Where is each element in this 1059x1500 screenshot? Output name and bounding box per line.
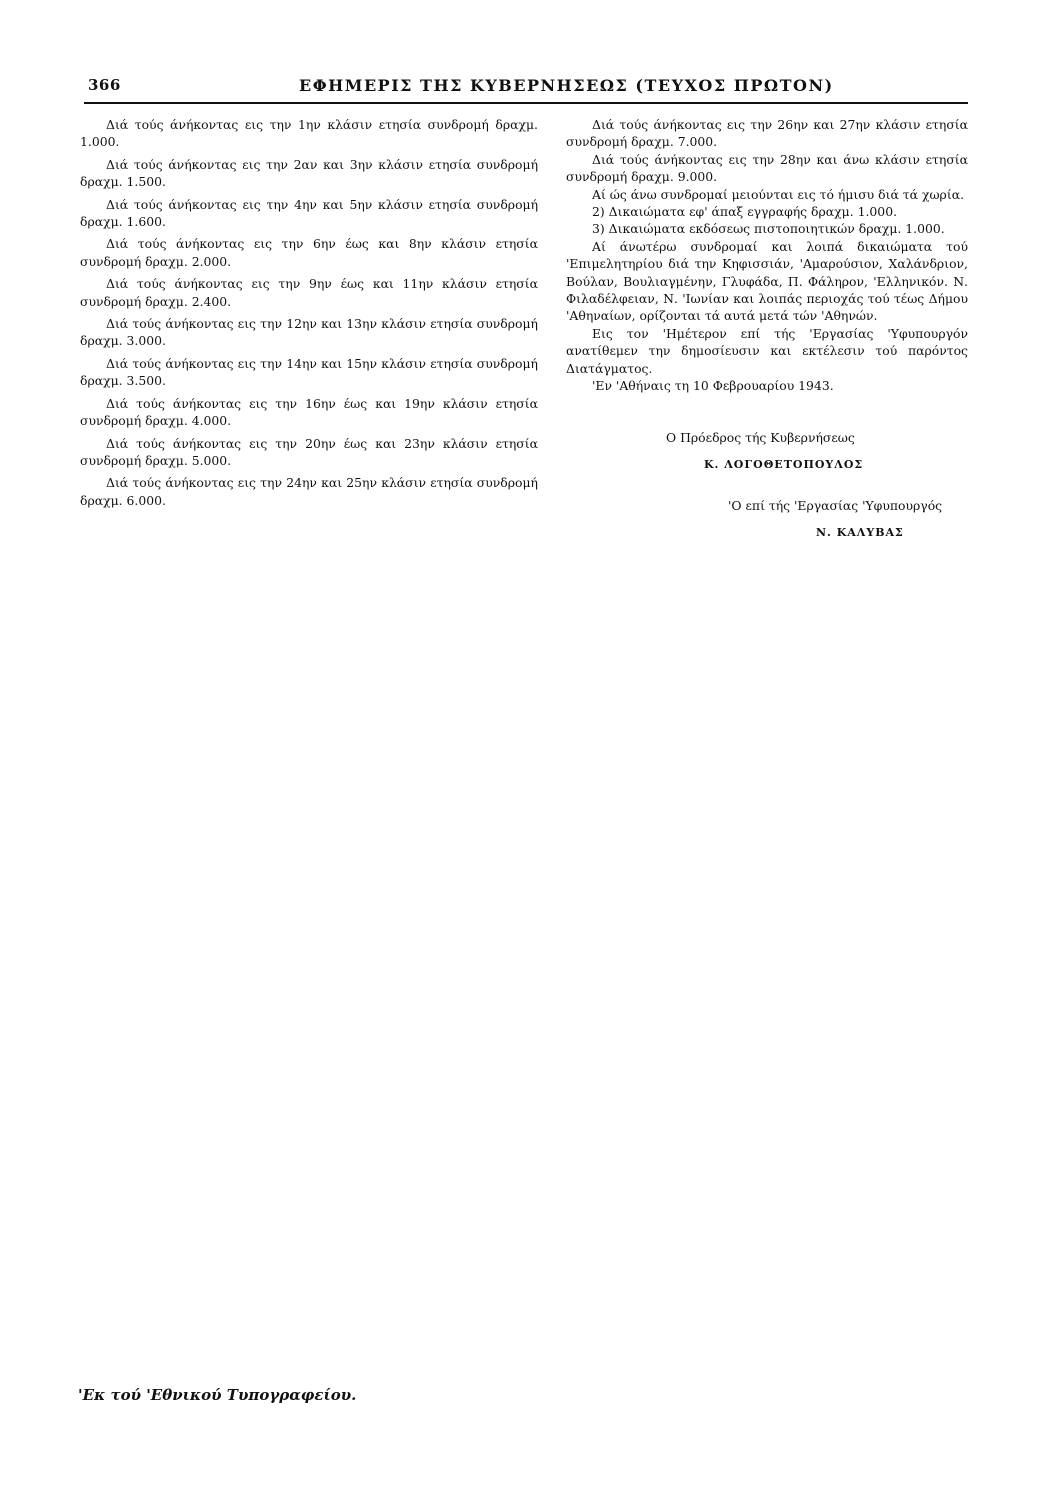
running-title: ΕΦΗΜΕΡΙΣ ΤΗΣ ΚΥΒΕΡΝΗΣΕΩΣ (ΤΕΥΧΟΣ ΠΡΩΤΟΝ) <box>299 76 834 95</box>
paragraph: 3) Δικαιώματα εκδόσεως πιστοποιητικών δραχμ. 1.000. <box>592 221 945 237</box>
paragraph: Διά τούς άνήκοντας εις την 9ην έως και 11ην κλάσιν ετησία συνδρομή δραχμ. 2.400. <box>80 276 538 309</box>
paragraph: Διά τούς άνήκοντας εις την 28ην και άνω κλάσιν ετησία συνδρομή δραχμ. 9.000. <box>566 151 968 185</box>
paragraph: Διά τούς άνήκοντας εις την 24ην και 25ην κλάσιν ετησία συνδρομή δραχμ. 6.000. <box>80 475 538 508</box>
paragraph: Διά τούς άνήκοντας εις την 6ην έως και 8ην κλάσιν ετησία συνδρομή δραχμ. 2.000. <box>80 236 538 269</box>
paragraph: Διά τούς άνήκοντας εις την 16ην έως και 19ην κλάσιν ετησία συνδρομή δραχμ. 4.000. <box>80 395 538 429</box>
right-column <box>566 116 968 395</box>
chair-title: Ο Πρόεδρος τής Κυβερνήσεως <box>666 430 855 445</box>
minister-title: 'Ο επί τής 'Εργασίας 'Υφυπουργός <box>728 498 943 513</box>
paragraph: Διά τούς άνήκοντας εις την 14ην και 15ην κλάσιν ετησία συνδρομή δραχμ. 3.500. <box>80 355 538 389</box>
paragraph: Διά τούς άνήκοντας εις την 26ην και 27ην κλάσιν ετησία συνδρομή δραχμ. 7.000. <box>566 117 968 150</box>
paragraph: Διά τούς άνήκοντας εις την 1ην κλάσιν ετησία συνδρομή δραχμ. 1.000. <box>80 117 538 150</box>
printer-imprint: 'Εκ τού 'Εθνικού Τυπογραφείου. <box>78 1386 357 1404</box>
date-line: 'Εν 'Αθήναις τη 10 Φεβρουαρίου 1943. <box>592 378 834 394</box>
paragraph: 2) Δικαιώματα εφ' άπαξ εγγραφής δραχμ. 1.000. <box>592 204 898 220</box>
chair-name: Κ. ΛΟΓΟΘΕΤΟΠΟΥΛΟΣ <box>704 458 864 471</box>
paragraph: Αί ώς άνω συνδρομαί μειούνται εις τό ήμισυ διά τά χωρία. <box>592 186 965 202</box>
paragraph: Αί άνωτέρω συνδρομαί και λοιπά δικαιώματα τού 'Επιμελητηρίου διά την Κηφισσιάν, 'Αμαρούσιον, Χαλάνδριον, Βούλαν, Βουλιαγμένην, Γλυφάδα, Π. Φάληρον, 'Ελληνικόν. Ν. Φιλαδέλφειαν, Ν. 'Ιωνίαν και λοιπάς περιοχάς τού τέως Δήμου 'Αθηναίων, ορίζονται τά αυτά μετά τών 'Αθηνών. <box>566 238 968 324</box>
page-header <box>84 76 968 104</box>
paragraph: Εις τον 'Ημέτερον επί τής 'Εργασίας 'Υφυπουργόν ανατίθεμεν την δημοσίευσιν και εκτέλεσιν τού παρόντος Διατάγματος. <box>566 325 968 376</box>
paragraph: Διά τούς άνήκοντας εις την 4ην και 5ην κλάσιν ετησία συνδρομή δραχμ. 1.600. <box>80 196 538 230</box>
paragraph: Διά τούς άνήκοντας εις την 2αν και 3ην κλάσιν ετησία συνδρομή δραχμ. 1.500. <box>80 156 538 190</box>
page-number: 366 <box>88 76 121 94</box>
minister-name: Ν. ΚΑΛΥΒΑΣ <box>816 526 904 539</box>
left-column <box>80 116 538 514</box>
paragraph: Διά τούς άνήκοντας εις την 12ην και 13ην κλάσιν ετησία συνδρομή δραχμ. 3.000. <box>80 316 538 349</box>
paragraph: Διά τούς άνήκοντας εις την 20ην έως και 23ην κλάσιν ετησία συνδρομή δραχμ. 5.000. <box>80 435 538 468</box>
